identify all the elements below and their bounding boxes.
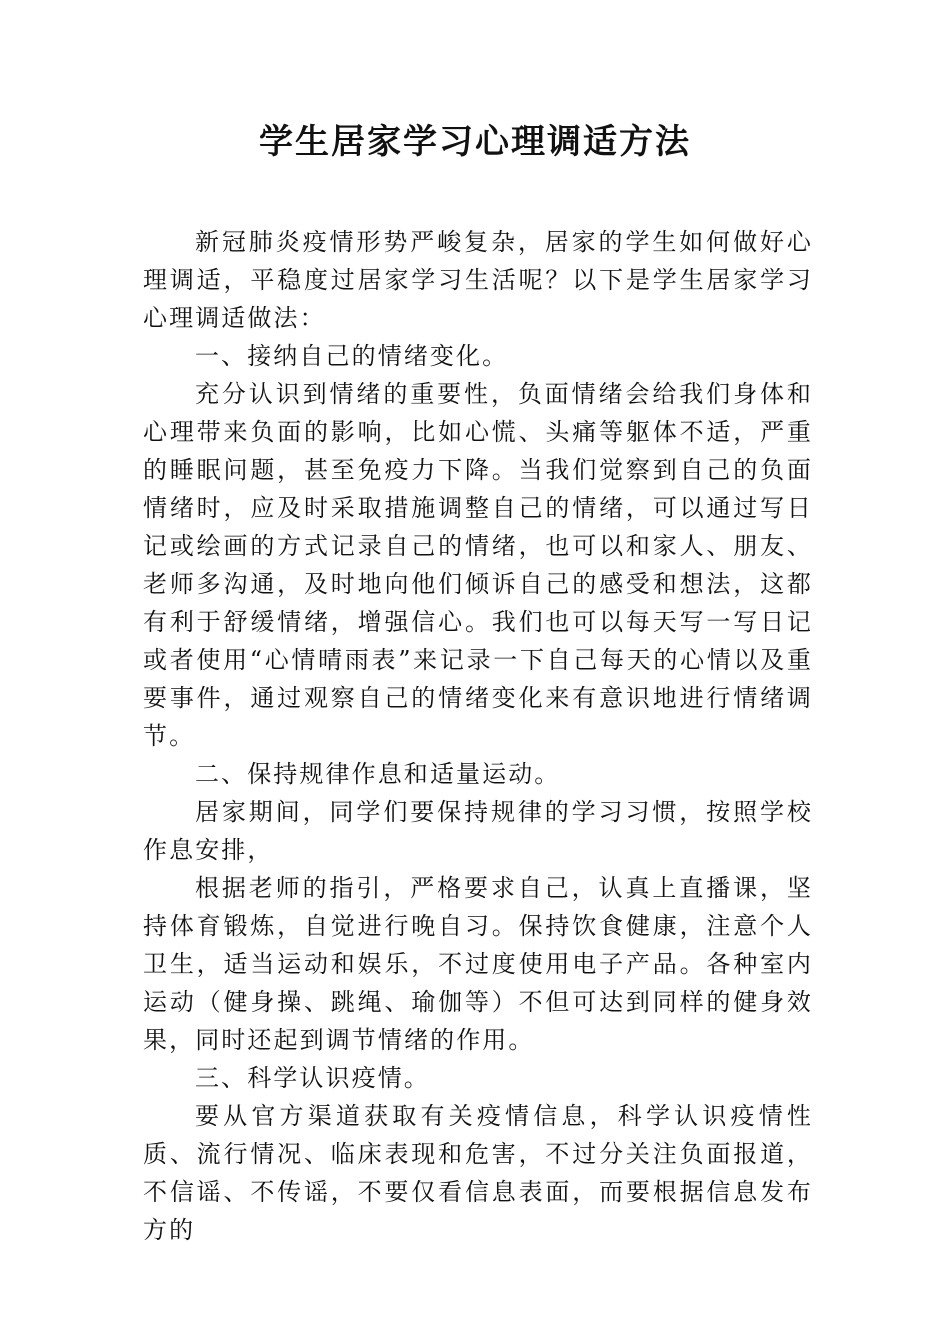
section-2-paragraph-b: 根据老师的指引，严格要求自己，认真上直播课，坚持体育锻炼，自觉进行晚自习。保持饮食健康，注意个人卫生，适当运动和娱乐，不过度使用电子产品。各种室内运动（健身操、跳绳、瑜伽等）不但可达到同样的健身效果，同时还起到调节情绪的作用。 bbox=[143, 874, 813, 1054]
section-heading-3: 三、科学认识疫情。 bbox=[195, 1064, 430, 1092]
section-heading-1: 一、接纳自己的情绪变化。 bbox=[195, 342, 509, 370]
section-heading-2: 二、保持规律作息和适量运动。 bbox=[195, 760, 561, 788]
section-2-paragraph-a: 居家期间，同学们要保持规律的学习习惯，按照学校作息安排， bbox=[143, 798, 813, 864]
document-body bbox=[143, 223, 813, 1249]
intro-paragraph: 新冠肺炎疫情形势严峻复杂，居家的学生如何做好心理调适，平稳度过居家学习生活呢？以下是学生居家学习心理调适做法： bbox=[143, 228, 813, 332]
document-title: 学生居家学习心理调适方法 bbox=[259, 122, 691, 162]
section-1-paragraph: 充分认识到情绪的重要性，负面情绪会给我们身体和心理带来负面的影响，比如心慌、头痛等躯体不适，严重的睡眠问题，甚至免疫力下降。当我们觉察到自己的负面情绪时，应及时采取措施调整自己的情绪，可以通过写日记或绘画的方式记录自己的情绪，也可以和家人、朋友、老师多沟通，及时地向他们倾诉自己的感受和想法，这都有利于舒缓情绪，增强信心。我们也可以每天写一写日记或者使用“心情晴雨表”来记录一下自己每天的心情以及重要事件，通过观察自己的情绪变化来有意识地进行情绪调节。 bbox=[143, 380, 813, 750]
section-3-paragraph: 要从官方渠道获取有关疫情信息，科学认识疫情性质、流行情况、临床表现和危害，不过分关注负面报道，不信谣、不传谣，不要仅看信息表面，而要根据信息发布方的 bbox=[143, 1102, 813, 1244]
